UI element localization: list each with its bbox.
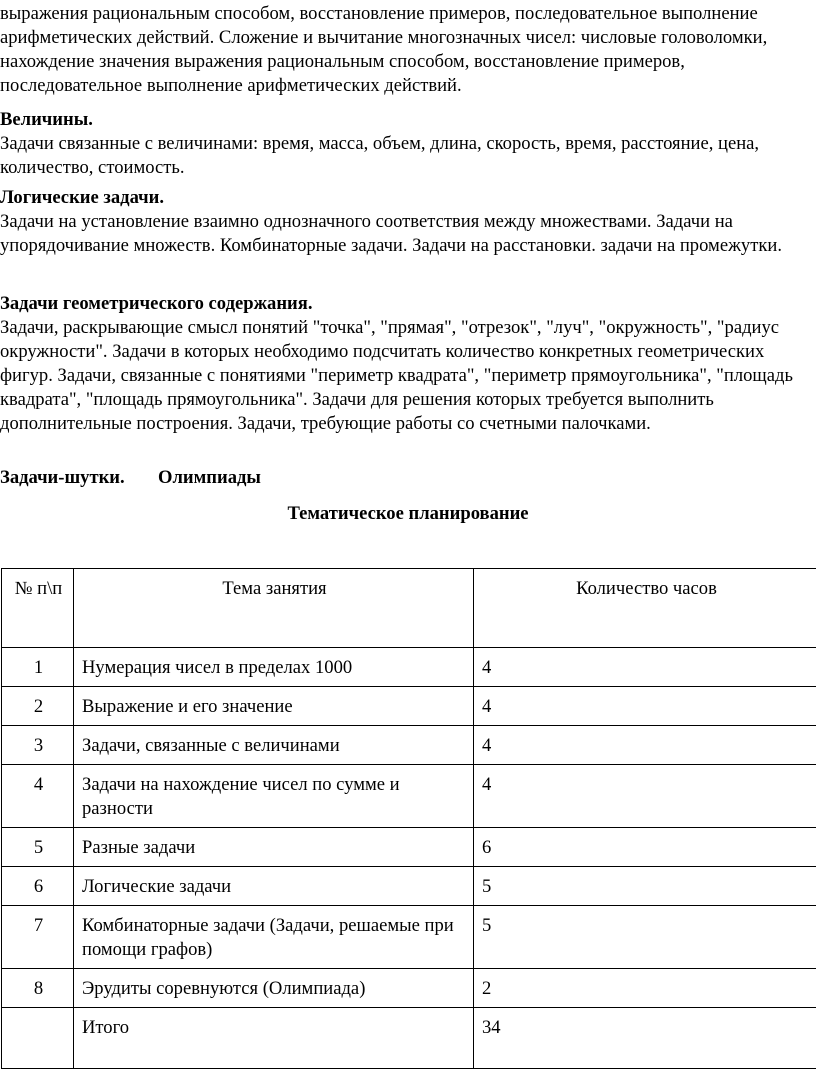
intro-paragraph: выражения рациональным способом, восстановление примеров, последовательное выполнение арифметических действий. Сложение и вычитание многозначных чисел: числовые головоломки, нахождение значения выражения рациональным способом, восстановление примеров, последовательное выполнение арифметических действий. — [0, 2, 800, 98]
logic-section — [0, 186, 800, 258]
row-topic: Эрудиты соревнуются (Олимпиада) — [74, 969, 474, 1008]
table-row — [2, 906, 816, 969]
row-hours: 6 — [474, 828, 816, 867]
logic-heading: Логические задачи. — [0, 186, 800, 210]
jokes-heading: Задачи-шутки. — [0, 466, 125, 490]
row-topic: Нумерация чисел в пределах 1000 — [74, 648, 474, 687]
total-hours: 34 — [474, 1008, 816, 1069]
thematic-plan-table — [1, 568, 816, 1069]
quantities-text: Задачи связанные с величинами: время, масса, объем, длина, скорость, время, расстояние, цена, количество, стоимость. — [0, 133, 759, 178]
quantities-heading: Величины. — [0, 108, 800, 132]
table-row — [2, 765, 816, 828]
row-topic: Комбинаторные задачи (Задачи, решаемые при помощи графов) — [74, 906, 474, 969]
table-row — [2, 687, 816, 726]
row-hours: 5 — [474, 906, 816, 969]
row-hours: 2 — [474, 969, 816, 1008]
quantities-section — [0, 108, 800, 180]
row-topic: Разные задачи — [74, 828, 474, 867]
header-topic: Тема занятия — [74, 569, 474, 648]
row-hours: 4 — [474, 687, 816, 726]
row-number: 5 — [2, 828, 74, 867]
table-row — [2, 726, 816, 765]
table-row — [2, 867, 816, 906]
row-number: 4 — [2, 765, 74, 828]
total-label: Итого — [74, 1008, 474, 1069]
logic-text: Задачи на установление взаимно однозначного соответствия между множествами. Задачи на упорядочивание множеств. Комбинаторные задачи. Задачи на расстановки. задачи на промежутки. — [0, 211, 782, 256]
table-row — [2, 969, 816, 1008]
row-hours: 4 — [474, 726, 816, 765]
geometry-heading: Задачи геометрического содержания. — [0, 292, 800, 316]
row-topic: Логические задачи — [74, 867, 474, 906]
header-number: № п\п — [2, 569, 74, 648]
table-total-row — [2, 1008, 816, 1069]
row-number: 3 — [2, 726, 74, 765]
row-hours: 4 — [474, 765, 816, 828]
row-number: 2 — [2, 687, 74, 726]
table-row — [2, 828, 816, 867]
header-hours: Количество часов — [474, 569, 816, 648]
row-number: 6 — [2, 867, 74, 906]
table-row — [2, 648, 816, 687]
row-topic: Задачи на нахождение чисел по сумме и разности — [74, 765, 474, 828]
geometry-text: Задачи, раскрывающие смысл понятий "точка", "прямая", "отрезок", "луч", "окружность", "радиус окружности". Задачи в которых необходимо подсчитать количество конкретных геометрических фигур. Задачи, связанные с понятиями "периметр квадрата", "периметр прямоугольника", "площадь квадрата", "площадь прямоугольника". Задачи для решения которых требуется выполнить дополнительные построения. Задачи, требующие работы со счетными палочками. — [0, 317, 793, 434]
row-number: 8 — [2, 969, 74, 1008]
total-number — [2, 1008, 74, 1069]
row-number: 1 — [2, 648, 74, 687]
row-hours: 4 — [474, 648, 816, 687]
row-topic: Выражение и его значение — [74, 687, 474, 726]
row-number: 7 — [2, 906, 74, 969]
plan-title: Тематическое планирование — [0, 502, 816, 526]
table-header-row — [2, 569, 816, 648]
geometry-section — [0, 292, 800, 436]
olympiad-heading: Олимпиады — [158, 466, 261, 490]
row-topic: Задачи, связанные с величинами — [74, 726, 474, 765]
row-hours: 5 — [474, 867, 816, 906]
